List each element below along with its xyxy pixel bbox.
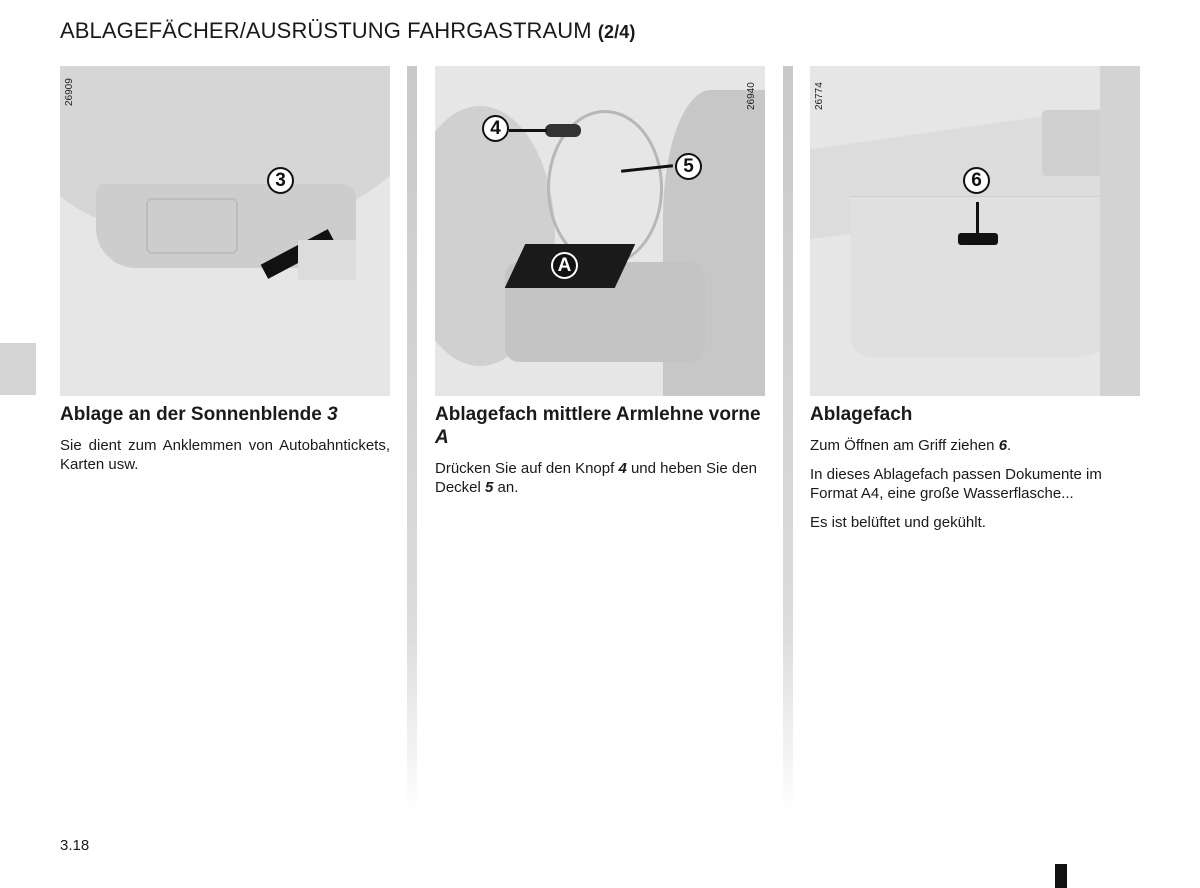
section-title: Ablage an der Sonnenblende 3 xyxy=(60,404,338,425)
callout-A: A xyxy=(551,252,578,279)
column-divider xyxy=(783,66,793,816)
figure-number: 26909 xyxy=(64,78,75,106)
corner-mark xyxy=(1055,864,1067,888)
section-title: Ablagefach mittlere Armlehne vorne A xyxy=(435,404,761,448)
page-title-text: ABLAGEFÄCHER/AUSRÜSTUNG FAHRGASTRAUM xyxy=(60,18,592,43)
paragraph: Es ist belüftet und gekühlt. xyxy=(810,514,986,531)
part-ref: 6 xyxy=(998,437,1008,454)
column-divider xyxy=(407,66,417,816)
figure-number: 26774 xyxy=(814,82,825,110)
page-title xyxy=(60,18,635,44)
chapter-tab xyxy=(0,343,36,395)
section-title: Ablagefach xyxy=(810,404,913,425)
figure-sun-visor xyxy=(60,66,390,396)
paragraph: In dieses Ablagefach passen Dokumente im Format A4, eine große Wasserflasche... xyxy=(810,466,1102,502)
figure-number: 26940 xyxy=(746,82,757,110)
part-ref: 5 xyxy=(485,479,494,496)
callout-6: 6 xyxy=(963,167,990,194)
section-sun-visor xyxy=(60,403,390,484)
paragraph: Sie dient zum Anklemmen von Autobahntickets, Karten usw. xyxy=(60,437,390,473)
paragraph: Drücken Sie auf den Knopf 4 und heben Sie den Deckel 5 an. xyxy=(435,460,757,496)
section-title-ref: A xyxy=(435,427,449,448)
callout-5: 5 xyxy=(675,153,702,180)
section-glovebox xyxy=(810,403,1145,542)
callout-4: 4 xyxy=(482,115,509,142)
section-title-ref: 3 xyxy=(327,404,338,425)
paragraph: Zum Öffnen am Griff ziehen 6. xyxy=(810,437,1012,454)
section-armrest xyxy=(435,403,765,507)
page-number: 3.18 xyxy=(60,837,90,854)
callout-3: 3 xyxy=(267,167,294,194)
page-title-suffix: (2/4) xyxy=(597,22,636,42)
part-ref: 4 xyxy=(618,460,627,477)
figure-glovebox xyxy=(810,66,1140,396)
figure-armrest xyxy=(435,66,765,396)
